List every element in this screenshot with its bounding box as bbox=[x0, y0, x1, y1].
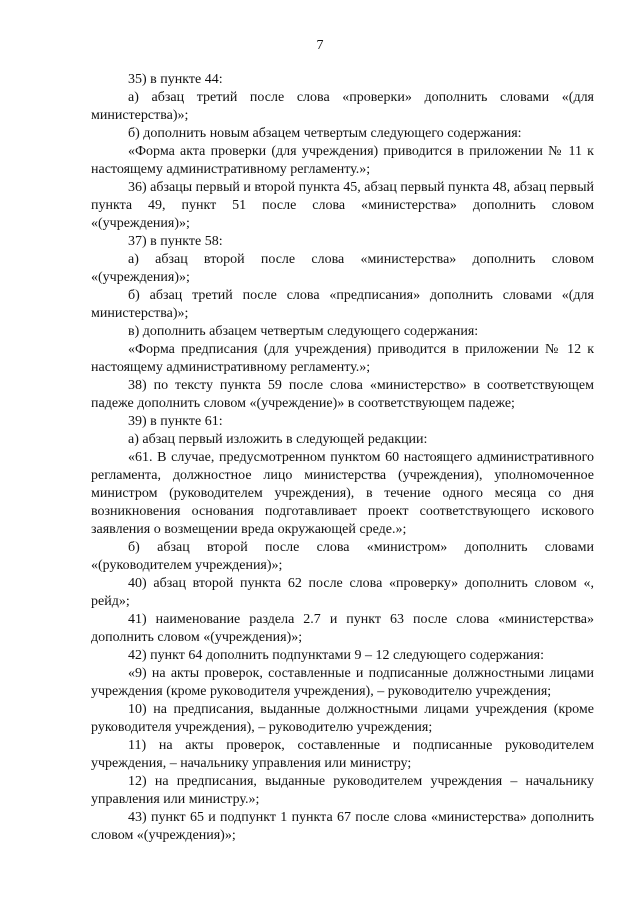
paragraph-37b: б) абзац третий после слова «предписания» дополнить словами «(для министерства)»; bbox=[91, 288, 594, 321]
paragraph-35b-quote: «Форма акта проверки (для учреждения) приводится в приложении № 11 к настоящему административному регламенту.»; bbox=[91, 144, 594, 177]
paragraph-36: 36) абзацы первый и второй пункта 45, абзац первый пункта 48, абзац первый пункта 49, пункт 51 после слова «министерства» дополнить словом «(учреждения)»; bbox=[91, 180, 594, 231]
paragraph-35: 35) в пункте 44: bbox=[128, 72, 223, 87]
paragraph-37: 37) в пункте 58: bbox=[128, 234, 223, 249]
paragraph-42-11: 11) на акты проверок, составленные и подписанные руководителем учреждения, – начальнику управления или министру; bbox=[91, 738, 594, 771]
paragraph-42-10: 10) на предписания, выданные должностными лицами учреждения (кроме руководителя учреждения), – руководителю учреждения; bbox=[91, 702, 594, 735]
paragraph-43: 43) пункт 65 и подпункт 1 пункта 67 после слова «министерства» дополнить словом «(учреждения)»; bbox=[91, 810, 594, 843]
paragraph-37a: а) абзац второй после слова «министерства» дополнить словом «(учреждения)»; bbox=[91, 252, 594, 285]
paragraph-42: 42) пункт 64 дополнить подпунктами 9 – 12 следующего содержания: bbox=[128, 648, 545, 663]
paragraph-42-12: 12) на предписания, выданные руководителем учреждения – начальнику управления или министру.»; bbox=[91, 774, 594, 807]
page-number: 7 bbox=[316, 38, 324, 53]
paragraph-38: 38) по тексту пункта 59 после слова «министерство» в соответствующем падеже дополнить словом «(учреждение)» в соответствующем падеже; bbox=[91, 378, 594, 411]
paragraph-40: 40) абзац второй пункта 62 после слова «проверку» дополнить словом «, рейд»; bbox=[91, 576, 594, 609]
paragraph-41: 41) наименование раздела 2.7 и пункт 63 после слова «министерства» дополнить словом «(учреждения)»; bbox=[91, 612, 594, 645]
paragraph-37v: в) дополнить абзацем четвертым следующего содержания: bbox=[128, 324, 479, 339]
paragraph-35a: а) абзац третий после слова «проверки» дополнить словами «(для министерства)»; bbox=[91, 90, 594, 123]
paragraph-37v-quote: «Форма предписания (для учреждения) приводится в приложении № 12 к настоящему административному регламенту.»; bbox=[91, 342, 594, 375]
document-body bbox=[91, 71, 594, 845]
paragraph-39: 39) в пункте 61: bbox=[128, 414, 223, 429]
paragraph-39a: а) абзац первый изложить в следующей редакции: bbox=[128, 432, 428, 447]
paragraph-39a-quote: «61. В случае, предусмотренном пунктом 60 настоящего административного регламента, должностное лицо министерства (учреждения), уполномоченное министром (руководителем учреждения), в течение одного месяца со дня возникновения основания подготавливает проект соответствующего искового заявления о возмещении вреда окружающей среде.»; bbox=[91, 450, 594, 537]
paragraph-39b: б) абзац второй после слова «министром» дополнить словами «(руководителем учреждения)»; bbox=[91, 540, 594, 573]
paragraph-42-9: «9) на акты проверок, составленные и подписанные должностными лицами учреждения (кроме руководителя учреждения), – руководителю учреждения; bbox=[91, 666, 594, 699]
paragraph-35b: б) дополнить новым абзацем четвертым следующего содержания: bbox=[128, 126, 522, 141]
